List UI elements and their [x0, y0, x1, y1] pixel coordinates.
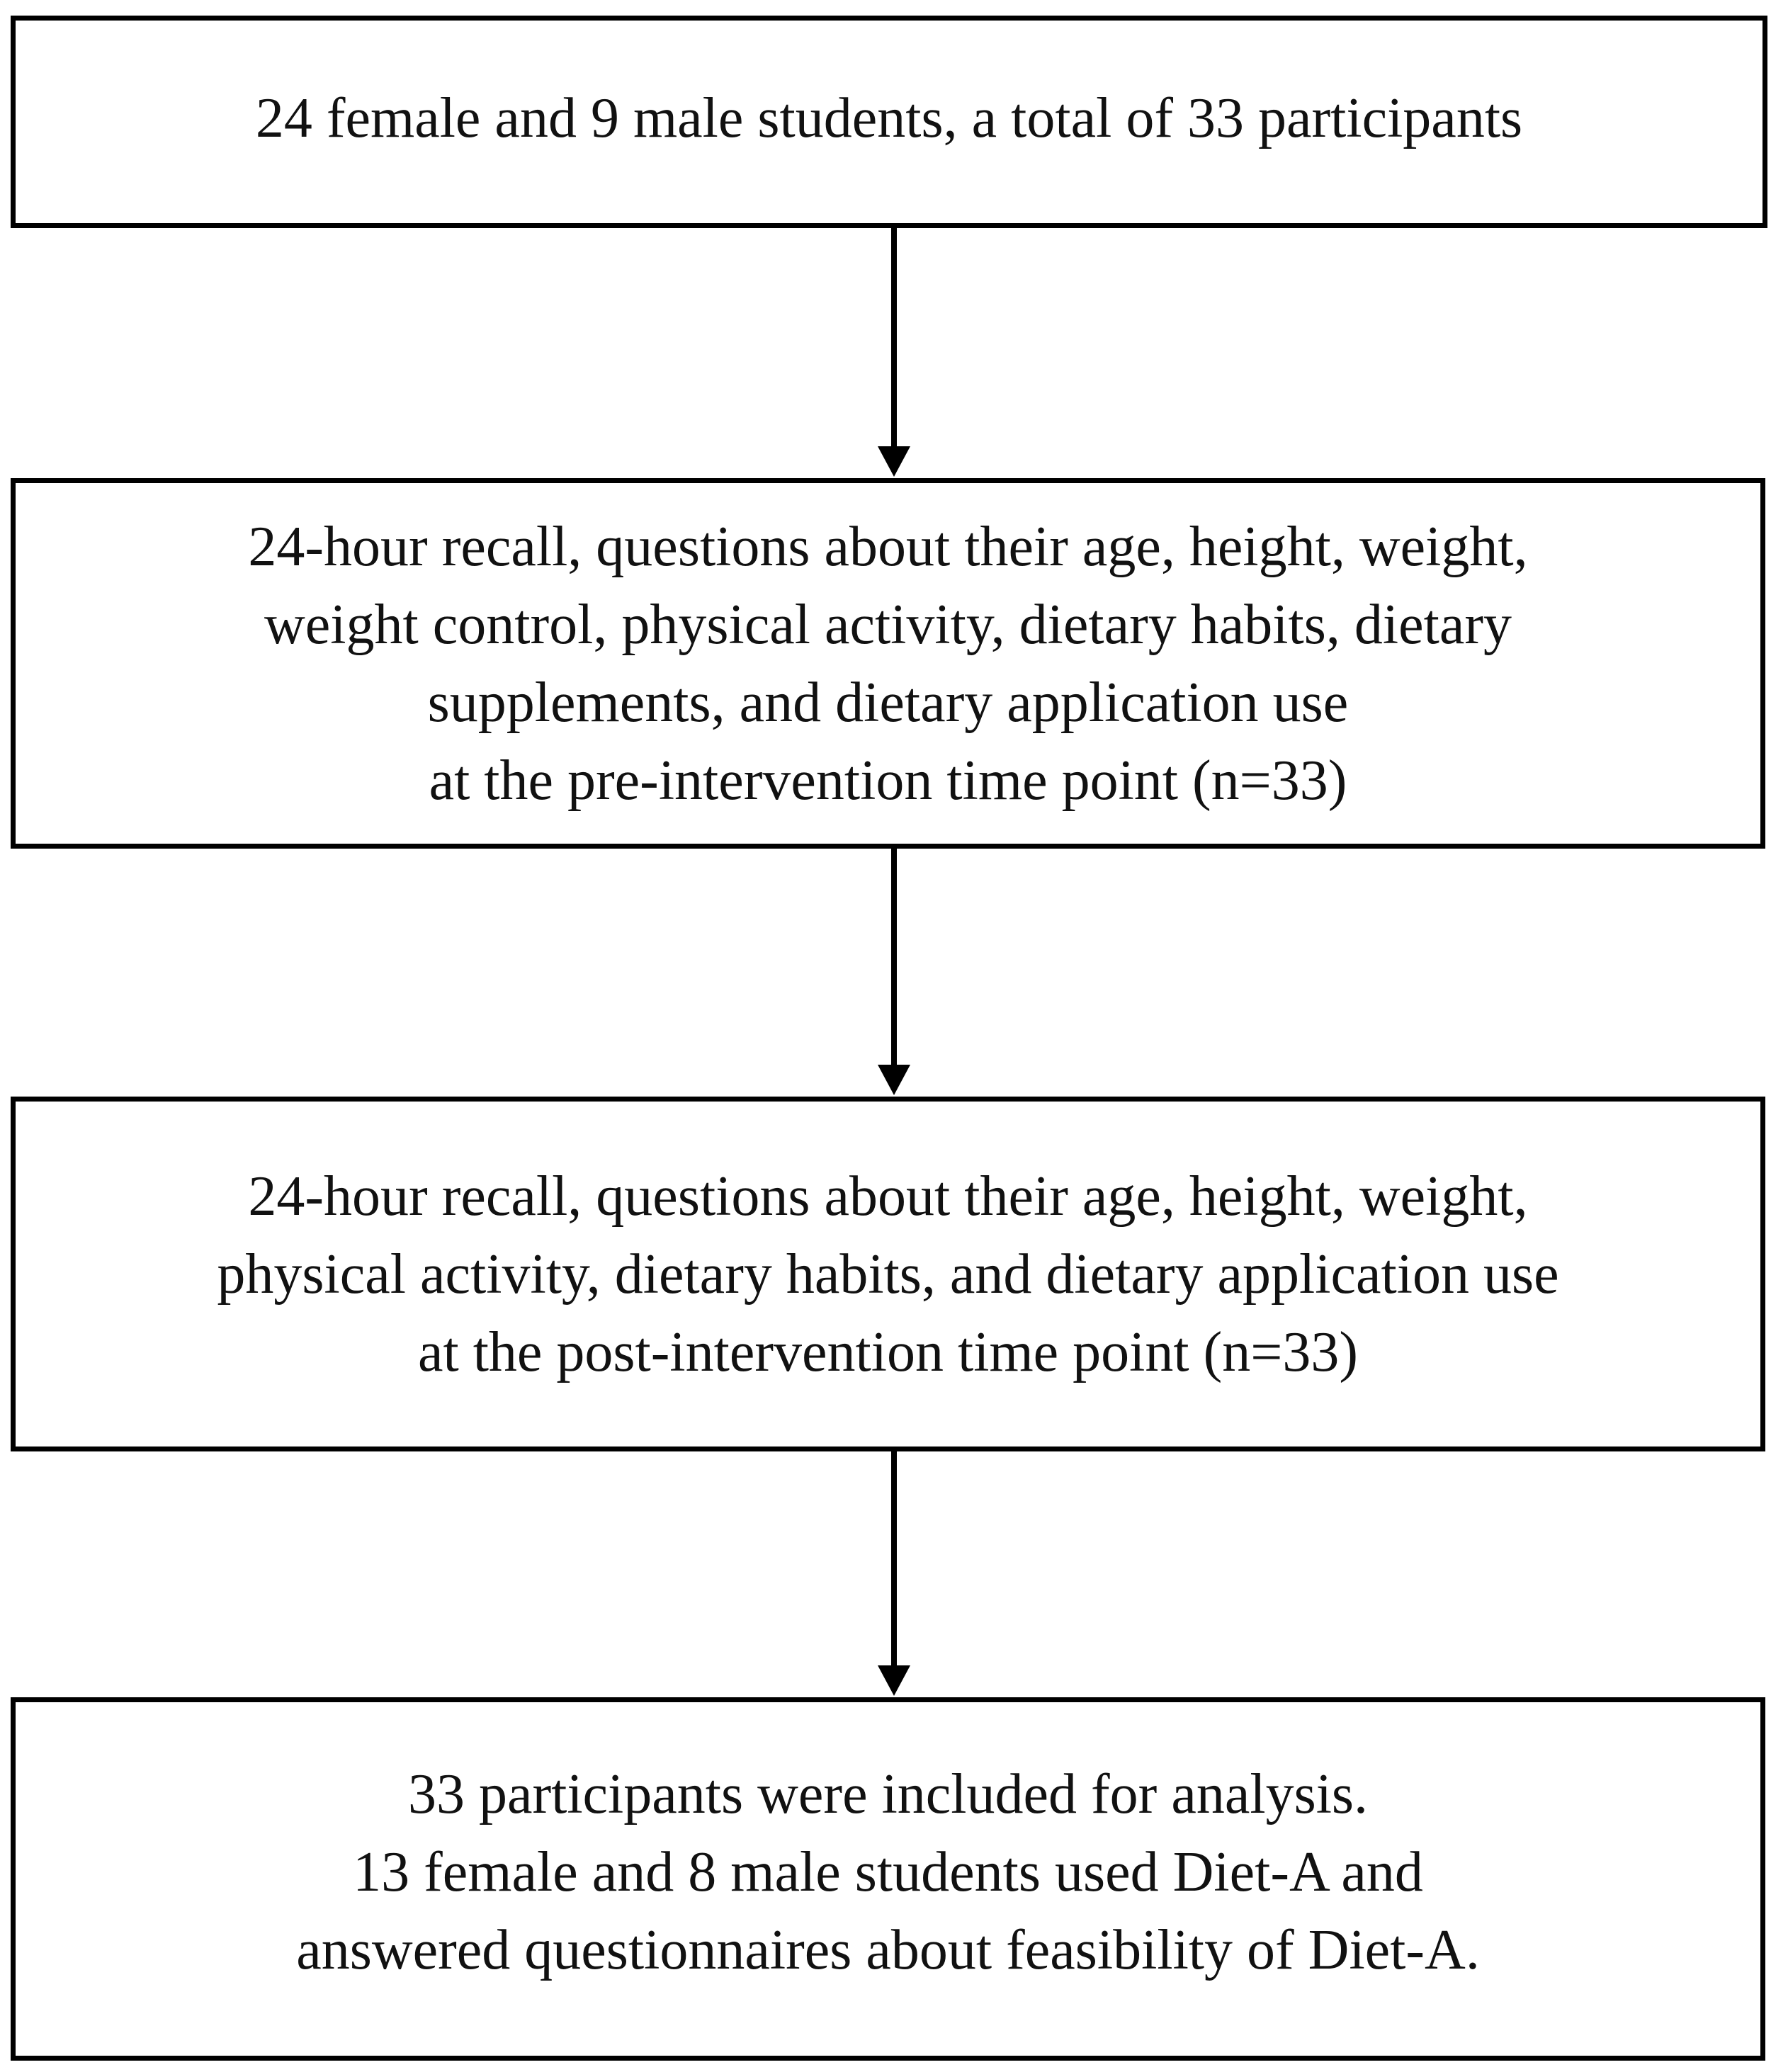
- box-line: 24-hour recall, questions about their age, height, weight,: [248, 515, 1528, 578]
- box-line: 33 participants were included for analysis.: [407, 1762, 1369, 1825]
- box-enrollment-text: [227, 79, 1551, 164]
- arrow-1: [878, 228, 910, 477]
- box-line: at the post-intervention time point (n=33): [417, 1320, 1359, 1383]
- box-pre-intervention-text: [220, 508, 1556, 820]
- box-post-intervention: [11, 1097, 1765, 1451]
- box-pre-intervention: [11, 478, 1765, 849]
- box-line: supplements, and dietary application use: [427, 671, 1349, 734]
- box-line: weight control, physical activity, dietary habits, dietary: [264, 593, 1512, 656]
- box-line: answered questionnaires about feasibility of Diet-A.: [296, 1918, 1480, 1981]
- box-line: physical activity, dietary habits, and dietary application use: [217, 1242, 1559, 1306]
- arrow-2: [878, 849, 910, 1095]
- box-line: 24 female and 9 male students, a total of 33 participants: [255, 87, 1523, 149]
- box-post-intervention-text: [188, 1157, 1587, 1391]
- box-enrollment: [11, 16, 1767, 228]
- box-line: 13 female and 8 male students used Diet-A and: [353, 1840, 1423, 1903]
- box-line: 24-hour recall, questions about their age, height, weight,: [248, 1165, 1528, 1228]
- box-line: at the pre-intervention time point (n=33): [429, 749, 1347, 812]
- box-analysis: [11, 1697, 1765, 2061]
- arrow-3: [878, 1451, 910, 1696]
- box-analysis-text: [268, 1755, 1508, 2003]
